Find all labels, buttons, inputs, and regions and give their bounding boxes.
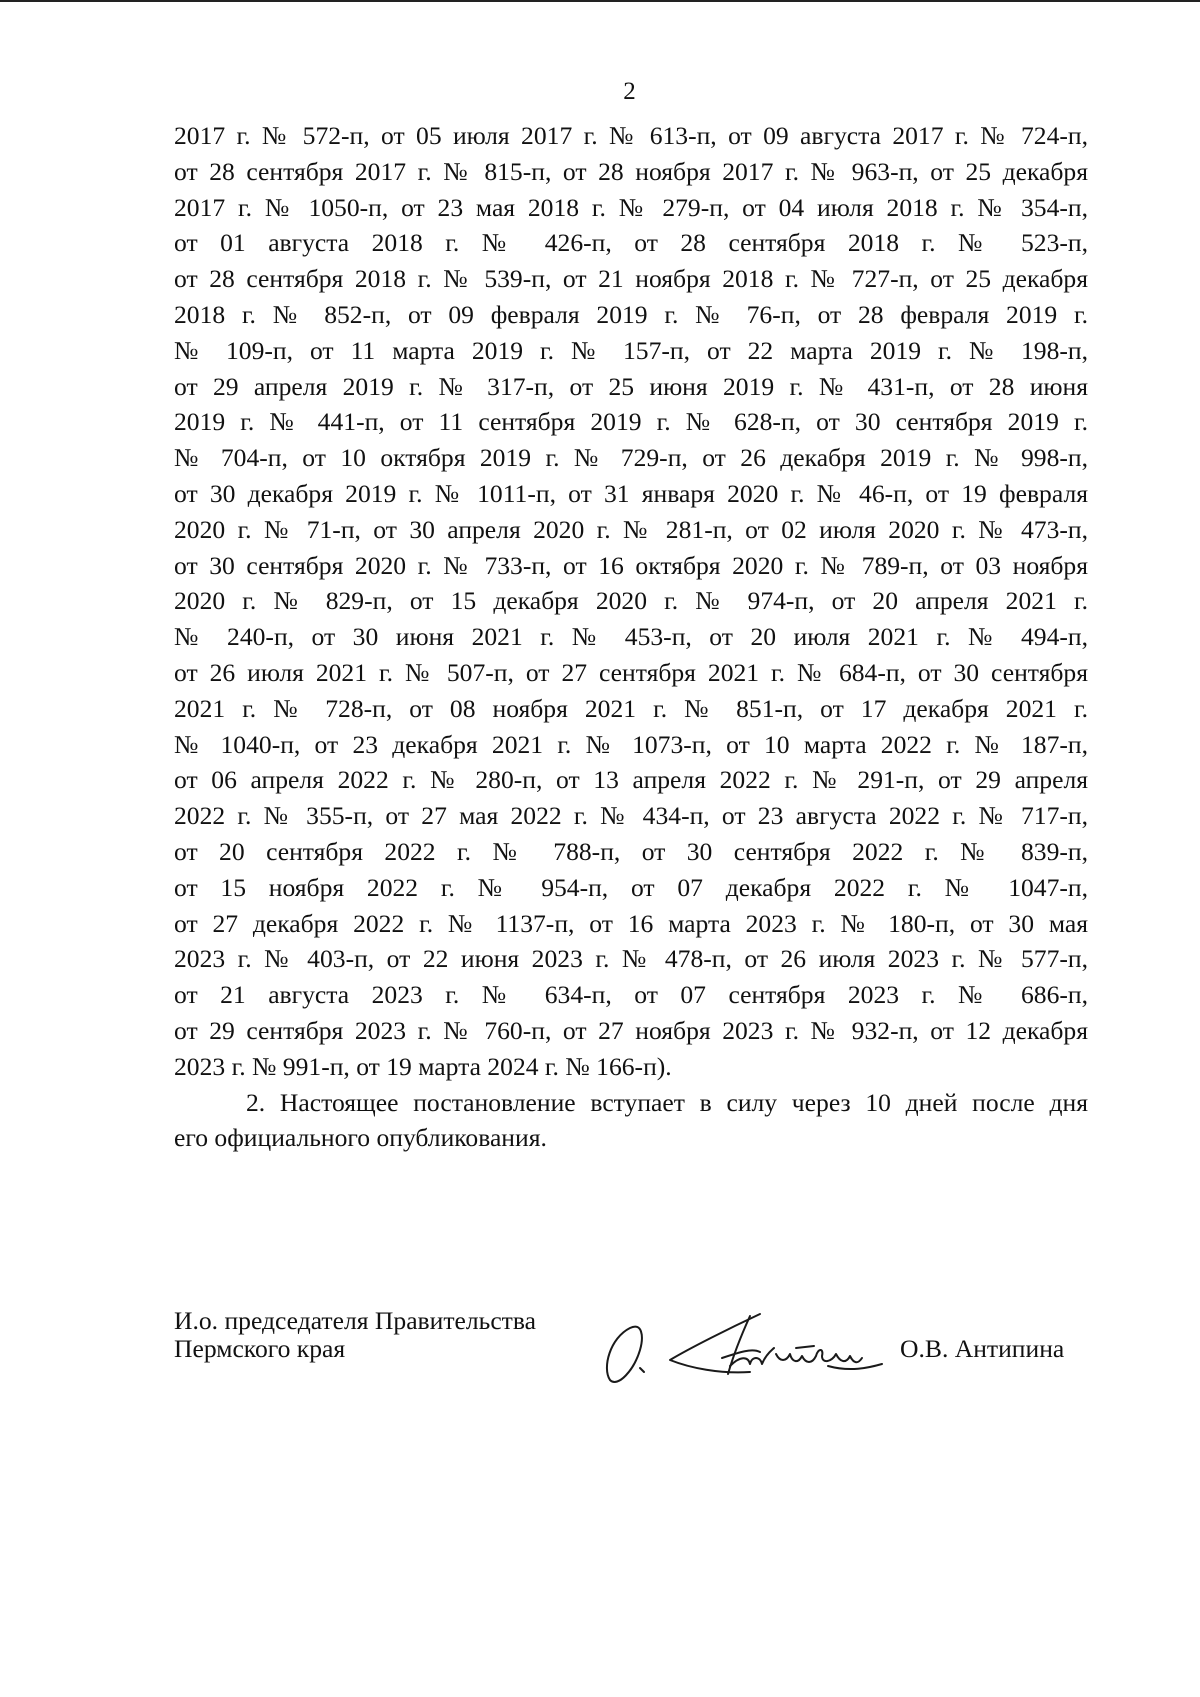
body-line: от 26 июля 2021 г. № 507-п, от 27 сентября 2021 г. № 684-п, от 30 сентября: [174, 657, 1088, 687]
handwritten-signature: [600, 1308, 920, 1388]
body-line: 2023 г. № 991-п, от 19 марта 2024 г. № 166-п).: [174, 1051, 672, 1081]
body-line: 2018 г. № 852-п, от 09 февраля 2019 г. № 76-п, от 28 февраля 2019 г.: [174, 299, 1088, 329]
body-line: от 27 декабря 2022 г. № 1137-п, от 16 марта 2023 г. № 180-п, от 30 мая: [174, 908, 1088, 938]
body-line: 2017 г. № 1050-п, от 23 мая 2018 г. № 279-п, от 04 июля 2018 г. № 354-п,: [174, 192, 1088, 222]
page-top-edge: [0, 0, 1200, 2]
body-line: 2017 г. № 572-п, от 05 июля 2017 г. № 613-п, от 09 августа 2017 г. № 724-п,: [174, 121, 1088, 150]
body-line: 2020 г. № 829-п, от 15 декабря 2020 г. № 974-п, от 20 апреля 2021 г.: [174, 586, 1088, 616]
body-line: 2019 г. № 441-п, от 11 сентября 2019 г. № 628-п, от 30 сентября 2019 г.: [174, 407, 1088, 437]
body-line: от 21 августа 2023 г. № 634-п, от 07 сентября 2023 г. № 686-п,: [174, 980, 1088, 1010]
body-line: № 704-п, от 10 октября 2019 г. № 729-п, от 26 декабря 2019 г. № 998-п,: [174, 443, 1088, 473]
body-line: 2020 г. № 71-п, от 30 апреля 2020 г. № 281-п, от 02 июля 2020 г. № 473-п,: [174, 514, 1088, 544]
body-line: от 15 ноября 2022 г. № 954-п, от 07 декабря 2022 г. № 1047-п,: [174, 872, 1088, 902]
body-line: от 29 сентября 2023 г. № 760-п, от 27 ноября 2023 г. № 932-п, от 12 декабря: [174, 1015, 1088, 1045]
body-line: № 109-п, от 11 марта 2019 г. № 157-п, от 22 марта 2019 г. № 198-п,: [174, 335, 1088, 365]
document-body: [174, 118, 1088, 1156]
signatory-position-line-1: И.о. председателя Правительства: [174, 1306, 536, 1335]
body-line: 2023 г. № 403-п, от 22 июня 2023 г. № 478-п, от 26 июля 2023 г. № 577-п,: [174, 944, 1088, 974]
body-line: № 240-п, от 30 июня 2021 г. № 453-п, от 20 июля 2021 г. № 494-п,: [174, 622, 1088, 652]
signatory-name: О.В. Антипина: [900, 1334, 1065, 1363]
body-line: 2022 г. № 355-п, от 27 мая 2022 г. № 434-п, от 23 августа 2022 г. № 717-п,: [174, 801, 1088, 831]
body-line: от 28 сентября 2018 г. № 539-п, от 21 ноября 2018 г. № 727-п, от 25 декабря: [174, 264, 1088, 294]
signatory-position: [174, 1307, 536, 1363]
body-line: от 30 декабря 2019 г. № 1011-п, от 31 января 2020 г. № 46-п, от 19 февраля: [174, 478, 1088, 508]
body-line: от 06 апреля 2022 г. № 280-п, от 13 апреля 2022 г. № 291-п, от 29 апреля: [174, 765, 1088, 795]
body-line: от 01 августа 2018 г. № 426-п, от 28 сентября 2018 г. № 523-п,: [174, 228, 1088, 258]
body-line: от 30 сентября 2020 г. № 733-п, от 16 октября 2020 г. № 789-п, от 03 ноября: [174, 550, 1088, 580]
page-number: 2: [623, 78, 636, 105]
body-line: 2021 г. № 728-п, от 08 ноября 2021 г. № 851-п, от 17 декабря 2021 г.: [174, 693, 1088, 723]
body-line: от 20 сентября 2022 г. № 788-п, от 30 сентября 2022 г. № 839-п,: [174, 836, 1088, 866]
body-line: от 29 апреля 2019 г. № 317-п, от 25 июня 2019 г. № 431-п, от 28 июня: [174, 371, 1088, 401]
body-line: № 1040-п, от 23 декабря 2021 г. № 1073-п, от 10 марта 2022 г. № 187-п,: [174, 729, 1088, 759]
body-line: от 28 сентября 2017 г. № 815-п, от 28 ноября 2017 г. № 963-п, от 25 декабря: [174, 156, 1088, 186]
paragraph-2-line: 2. Настоящее постановление вступает в силу через 10 дней после дня: [246, 1087, 1088, 1117]
signatory-position-line-2: Пермского края: [174, 1334, 346, 1363]
paragraph-2-line: его официального опубликования.: [174, 1123, 547, 1153]
